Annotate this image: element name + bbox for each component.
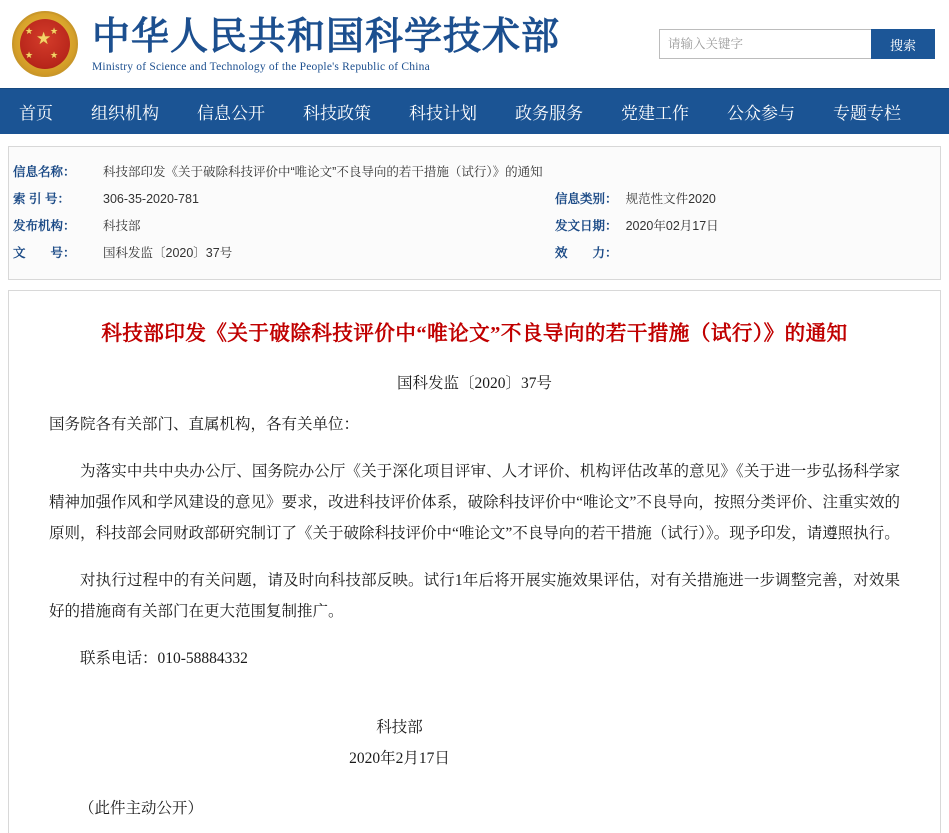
nav-item-services[interactable]: 政务服务 <box>515 104 583 123</box>
site-header <box>0 0 949 88</box>
metadata-label-publisher: 发布机构： <box>13 219 76 233</box>
document-metadata-panel <box>8 146 941 280</box>
main-navigation <box>0 88 949 134</box>
document-title: 科技部印发《关于破除科技评价中“唯论文”不良导向的若干措施（试行）》的通知 <box>101 323 848 345</box>
site-subtitle: Ministry of Science and Technology of the People's Republic of China <box>92 60 430 73</box>
nav-item-disclosure[interactable]: 信息公开 <box>197 104 265 123</box>
metadata-value-name: 科技部印发《关于破除科技评价中“唯论文”不良导向的若干措施（试行）》的通知 <box>103 165 543 179</box>
table-row <box>9 186 940 213</box>
table-row <box>9 240 940 267</box>
signature-date: 2020年2月17日 <box>349 750 450 767</box>
document-number: 国科发监〔2020〕37号 <box>396 375 552 392</box>
site-identity <box>92 16 560 73</box>
document-paragraph-contact: 联系电话：010-58884332 <box>80 650 248 667</box>
metadata-label-name: 信息名称： <box>13 165 76 179</box>
metadata-label-docnum: 文 号： <box>13 246 76 260</box>
signature-org: 科技部 <box>376 719 423 736</box>
national-emblem-icon: ★ ★ ★ ★ ★ <box>8 7 82 81</box>
metadata-value-validity <box>622 240 940 267</box>
search-input[interactable] <box>659 29 871 59</box>
metadata-value-docnum: 国科发监〔2020〕37号 <box>103 246 233 260</box>
document-paragraph-2: 对执行过程中的有关问题，请及时向科技部反映。试行1年后将开展实施效果评估，对有关措施进一步调整完善，对效果好的措施商有关部门在更大范围复制推广。 <box>49 572 900 620</box>
document-paragraph-salutation: 国务院各有关部门、直属机构，各有关单位： <box>49 416 360 433</box>
nav-item-topics[interactable]: 专题专栏 <box>833 104 901 123</box>
nav-item-program[interactable]: 科技计划 <box>409 104 477 123</box>
site-title: 中华人民共和国科学技术部 <box>92 15 561 58</box>
document-body <box>8 290 941 833</box>
metadata-label-category: 信息类别： <box>555 192 618 206</box>
metadata-value-date: 2020年02月17日 <box>625 219 719 233</box>
metadata-value-category: 规范性文件2020 <box>625 192 716 206</box>
table-row <box>9 159 940 186</box>
nav-item-org[interactable]: 组织机构 <box>91 104 159 123</box>
nav-item-home[interactable]: 首页 <box>19 104 53 123</box>
search-bar <box>659 29 935 59</box>
nav-item-party[interactable]: 党建工作 <box>621 104 689 123</box>
document-signature <box>49 712 900 774</box>
metadata-label-index: 索 引 号： <box>13 192 70 206</box>
metadata-table <box>9 159 940 267</box>
metadata-value-index: 306-35-2020-781 <box>103 192 199 206</box>
nav-item-public[interactable]: 公众参与 <box>727 104 795 123</box>
document-paragraph-1: 为落实中共中央办公厅、国务院办公厅《关于深化项目评审、人才评价、机构评估改革的意见》《关于进一步弘扬科学家精神加强作风和学风建设的意见》要求，改进科技评价体系，破除科技评价中“唯论文”不良导向，按照分类评价、注重实效的原则，科技部会同财政部研究制订了《关于破除科技评价中“唯论文”不良导向的若干措施（试行）》。现予印发，请遵照执行。 <box>49 463 900 542</box>
table-row <box>9 213 940 240</box>
nav-item-policy[interactable]: 科技政策 <box>303 104 371 123</box>
document-footer-note: （此件主动公开） <box>79 800 204 817</box>
search-button[interactable]: 搜索 <box>871 29 935 59</box>
metadata-label-date: 发文日期： <box>555 219 618 233</box>
metadata-value-publisher: 科技部 <box>103 219 141 233</box>
metadata-label-validity: 效 力： <box>555 246 618 260</box>
